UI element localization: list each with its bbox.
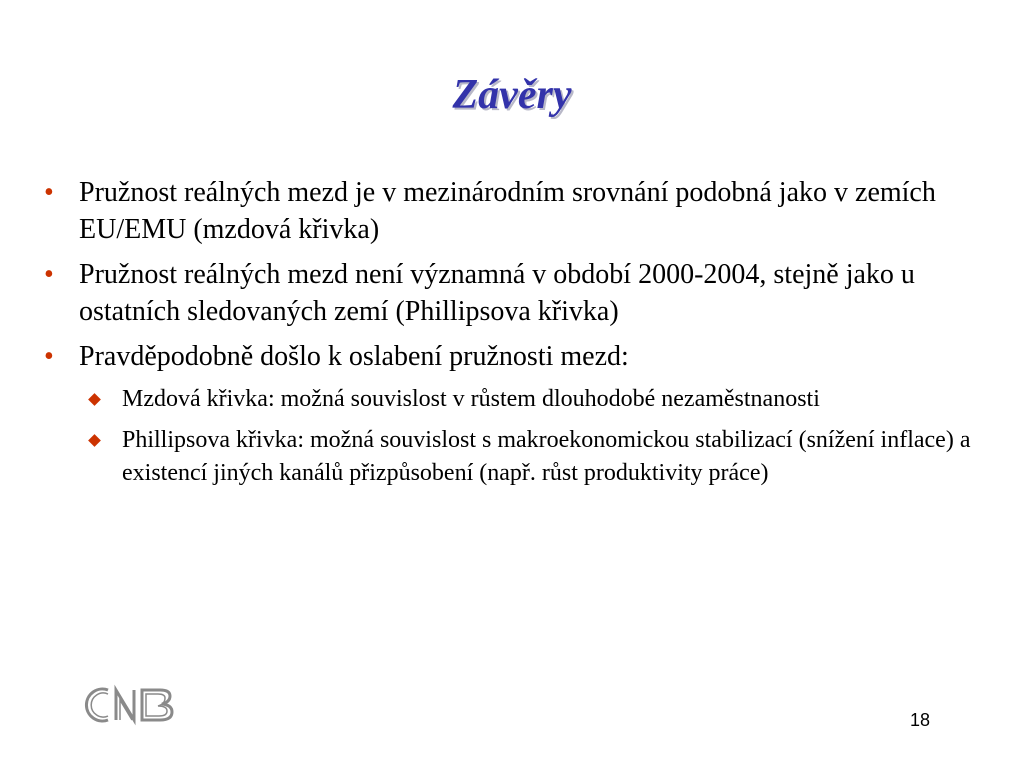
- sub-bullet-text: Phillipsova křivka: možná souvislost s makroekonomickou stabilizací (snížení inflace) a existencí jiných kanálů přizpůsobení (např. růst produktivity práce): [122, 427, 971, 486]
- bullet-marker: •: [44, 341, 54, 372]
- sub-bullet-list: [0, 383, 1000, 490]
- bullet-list: [0, 174, 1000, 498]
- bullet-text: Pružnost reálných mezd je v mezinárodním srovnání podobná jako v zemích EU/EMU (mzdová křivka): [79, 177, 936, 245]
- bullet-item: [0, 338, 1000, 375]
- bullet-marker: •: [44, 259, 54, 290]
- sub-bullet-text: Mzdová křivka: možná souvislost v růstem dlouhodobé nezaměstnanosti: [122, 386, 820, 412]
- diamond-bullet-icon: [88, 393, 101, 406]
- page-number: 18: [910, 710, 931, 730]
- bullet-text: Pravděpodobně došlo k oslabení pružnosti mezd:: [79, 341, 629, 372]
- bullet-text: Pružnost reálných mezd není významná v období 2000-2004, stejně jako u ostatních sledovaných zemí (Phillipsova křivka): [79, 259, 915, 327]
- diamond-bullet-icon: [88, 434, 101, 447]
- bullet-item: [0, 256, 1000, 330]
- bullet-marker: •: [44, 177, 54, 208]
- bullet-item: [0, 174, 1000, 248]
- sub-bullet-item: [0, 383, 1000, 416]
- sub-bullet-item: [0, 424, 1000, 490]
- cnb-logo: [84, 684, 176, 726]
- slide-title: Závěry: [452, 72, 572, 118]
